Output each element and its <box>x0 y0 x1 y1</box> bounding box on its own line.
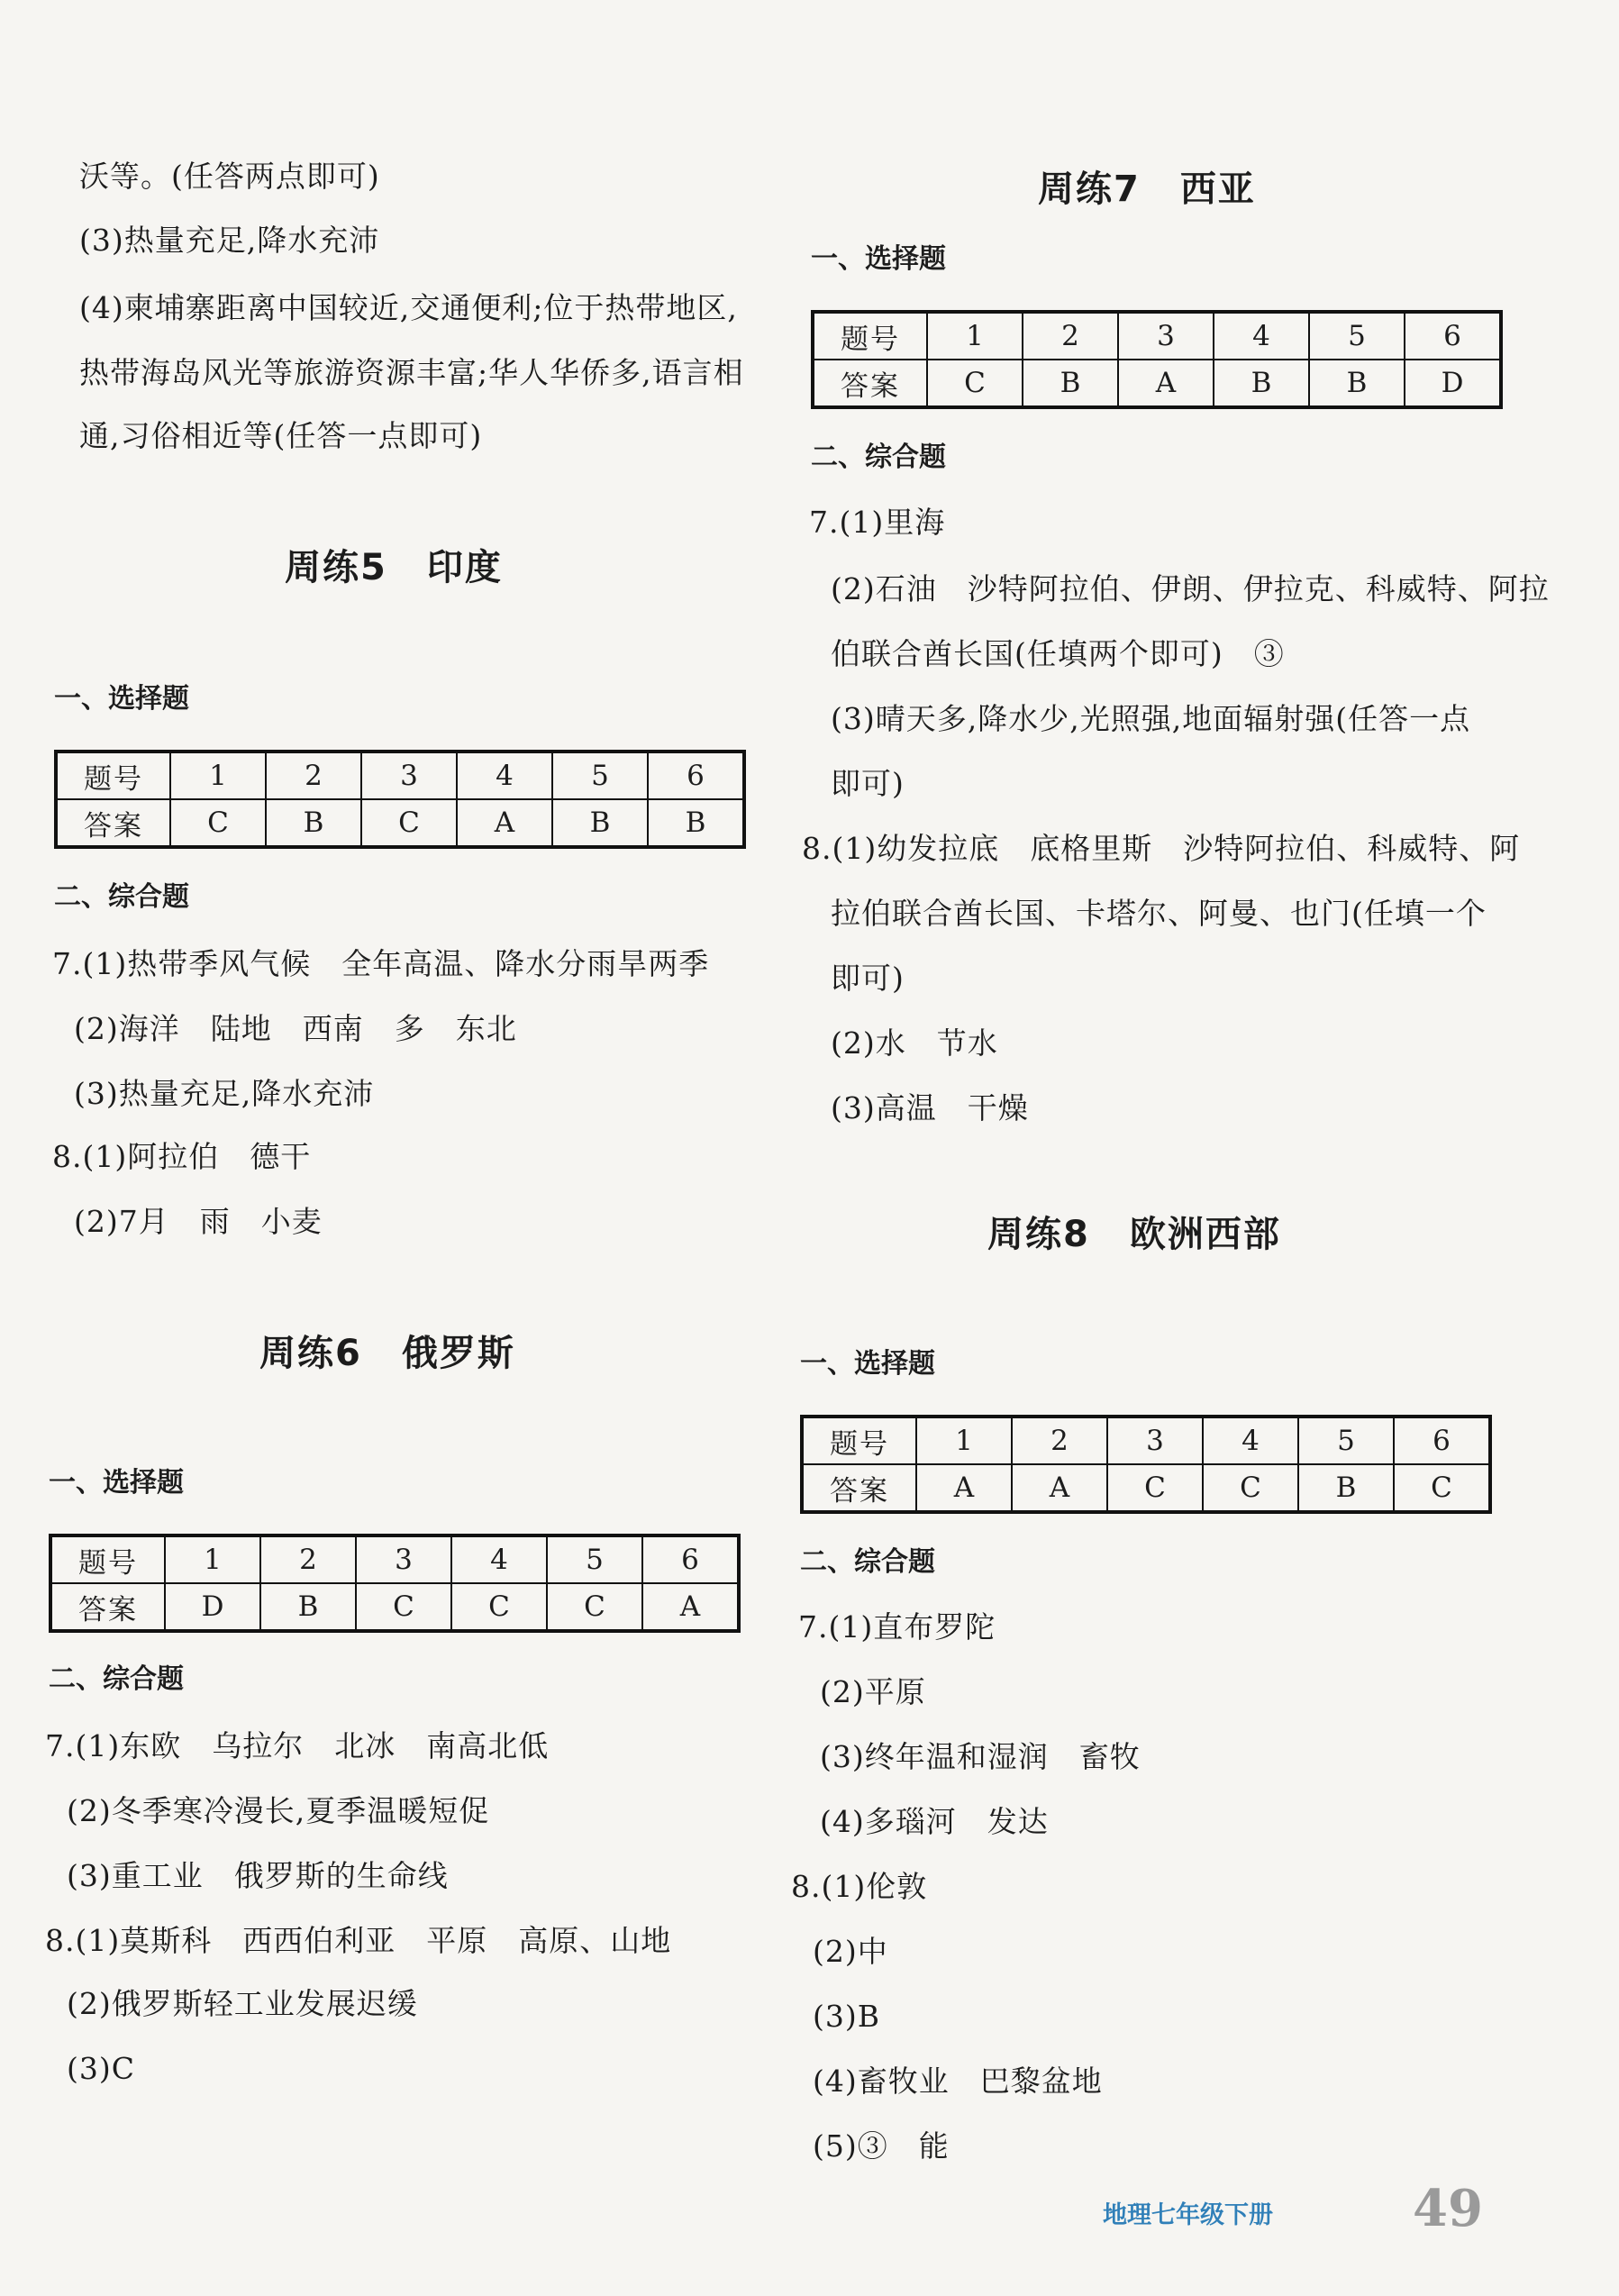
text-line: 8.(1)幼发拉底 底格里斯 沙特阿拉伯、科威特、阿 <box>802 831 1521 866</box>
section-title-name: 俄罗斯 <box>401 1333 515 1374</box>
table-cell: 4 <box>457 752 552 799</box>
text-line: 即可) <box>831 766 905 801</box>
table-cell: 1 <box>170 752 266 799</box>
table-cell: B <box>1214 360 1309 407</box>
text-line: (3)重工业 俄罗斯的生命线 <box>67 1858 449 1893</box>
table-cell: 3 <box>1107 1417 1203 1464</box>
table-cell: A <box>457 799 552 847</box>
table-cell: 3 <box>1118 312 1214 360</box>
table-cell: A <box>916 1464 1012 1512</box>
text-line: (3)C <box>67 2051 135 2086</box>
text-line: (4)多瑙河 发达 <box>820 1804 1049 1839</box>
table-cell: 4 <box>1214 312 1309 360</box>
text-line: 8.(1)阿拉伯 德干 <box>52 1139 312 1174</box>
text-line: (2)俄罗斯轻工业发展迟缓 <box>67 1986 418 2021</box>
answer-table-w7 <box>811 310 1503 409</box>
text-line: (3)终年温和湿润 畜牧 <box>820 1739 1141 1774</box>
table-cell: B <box>1309 360 1405 407</box>
table-cell: 1 <box>165 1535 260 1583</box>
table-cell: 6 <box>642 1535 739 1583</box>
table-cell: C <box>1203 1464 1298 1512</box>
text-line: (2)7月 雨 小麦 <box>74 1204 323 1239</box>
text-line: 8.(1)伦敦 <box>791 1869 928 1904</box>
table-cell: 5 <box>1309 312 1405 360</box>
table-cell: C <box>1394 1464 1490 1512</box>
section-title-w6 <box>259 1332 515 1375</box>
text-line: 热带海岛风光等旅游资源丰富;华人华侨多,语言相 <box>79 355 744 390</box>
text-line: 7.(1)热带季风气候 全年高温、降水分雨旱两季 <box>52 946 710 981</box>
table-cell: 6 <box>1394 1417 1490 1464</box>
section-title-number: 周练5 <box>285 547 387 588</box>
section-title-name: 欧洲西部 <box>1129 1214 1281 1255</box>
table-cell: C <box>361 799 457 847</box>
text-line: 8.(1)莫斯科 西西伯利亚 平原 高原、山地 <box>45 1923 672 1958</box>
table-cell: 6 <box>648 752 744 799</box>
table-header-cell: 答案 <box>813 360 927 407</box>
table-cell: 2 <box>266 752 361 799</box>
text-line: (3)高温 干燥 <box>831 1090 1029 1125</box>
section-title-name: 西亚 <box>1179 169 1256 210</box>
table-cell: C <box>1107 1464 1203 1512</box>
comp-label: 二、综合题 <box>54 881 189 913</box>
text-line: 通,习俗相近等(任答一点即可) <box>79 418 483 453</box>
text-line: 7.(1)东欧 乌拉尔 北冰 南高北低 <box>45 1728 550 1763</box>
section-title-w5 <box>285 546 503 589</box>
table-row-numbers <box>50 1535 739 1583</box>
table-cell: 2 <box>1012 1417 1107 1464</box>
text-line: (2)中 <box>813 1934 888 1969</box>
text-line: (2)石油 沙特阿拉伯、伊朗、伊拉克、科威特、阿拉 <box>831 571 1550 606</box>
text-line: (3)B <box>813 1999 880 2034</box>
footer-subject: 地理七年级下册 <box>1103 2201 1273 2229</box>
text-line: 7.(1)直布罗陀 <box>798 1609 996 1645</box>
text-line: 沃等。(任答两点即可) <box>79 159 380 194</box>
table-cell: C <box>927 360 1023 407</box>
table-header-cell: 答案 <box>802 1464 916 1512</box>
section-title-name: 印度 <box>426 547 503 588</box>
text-line: (2)水 节水 <box>831 1025 998 1061</box>
table-row-answers <box>802 1464 1490 1512</box>
table-cell: A <box>1118 360 1214 407</box>
text-line: (2)冬季寒冷漫长,夏季温暖短促 <box>67 1793 490 1828</box>
table-cell: 5 <box>547 1535 642 1583</box>
table-header-cell: 题号 <box>813 312 927 360</box>
text-line: 7.(1)里海 <box>809 505 946 540</box>
table-row-numbers <box>802 1417 1490 1464</box>
table-header-cell: 答案 <box>56 799 170 847</box>
table-cell: B <box>552 799 648 847</box>
text-line: (3)热量充足,降水充沛 <box>74 1076 375 1111</box>
section-title-w7 <box>1038 168 1256 211</box>
answer-table-w5 <box>54 750 746 849</box>
text-line: (2)海洋 陆地 西南 多 东北 <box>74 1011 517 1046</box>
table-row-numbers <box>56 752 744 799</box>
text-line: (3)晴天多,降水少,光照强,地面辐射强(任答一点 <box>831 701 1471 736</box>
text-line: (2)平原 <box>820 1674 926 1709</box>
table-cell: D <box>1405 360 1501 407</box>
table-cell: C <box>547 1583 642 1631</box>
table-cell: 2 <box>1023 312 1118 360</box>
table-cell: B <box>1023 360 1118 407</box>
mc-label: 一、选择题 <box>811 243 946 275</box>
text-line: 伯联合酋长国(任填两个即可) ③ <box>831 636 1285 671</box>
table-cell: 2 <box>260 1535 356 1583</box>
comp-label: 二、综合题 <box>800 1546 935 1578</box>
table-header-cell: 答案 <box>50 1583 165 1631</box>
table-cell: C <box>356 1583 451 1631</box>
table-cell: A <box>642 1583 739 1631</box>
section-title-w8 <box>987 1213 1281 1256</box>
section-title-number: 周练8 <box>987 1214 1090 1255</box>
table-cell: B <box>260 1583 356 1631</box>
table-cell: B <box>648 799 744 847</box>
mc-label: 一、选择题 <box>54 683 189 715</box>
answer-table-w8 <box>800 1415 1492 1514</box>
table-cell: 1 <box>927 312 1023 360</box>
section-title-number: 周练7 <box>1038 169 1141 210</box>
table-cell: 5 <box>552 752 648 799</box>
table-row-answers <box>813 360 1501 407</box>
text-line: 拉伯联合酋长国、卡塔尔、阿曼、也门(任填一个 <box>831 896 1487 931</box>
table-cell: B <box>1298 1464 1394 1512</box>
section-title-number: 周练6 <box>259 1333 362 1374</box>
table-header-cell: 题号 <box>50 1535 165 1583</box>
table-cell: B <box>266 799 361 847</box>
text-line: (3)热量充足,降水充沛 <box>79 223 380 258</box>
page-number: 49 <box>1413 2179 1483 2238</box>
table-cell: 3 <box>361 752 457 799</box>
text-line: (5)③ 能 <box>813 2128 950 2164</box>
table-row-answers <box>50 1583 739 1631</box>
table-cell: C <box>451 1583 547 1631</box>
table-header-cell: 题号 <box>56 752 170 799</box>
table-cell: 3 <box>356 1535 451 1583</box>
mc-label: 一、选择题 <box>49 1467 184 1499</box>
answer-table-w6 <box>49 1534 741 1633</box>
comp-label: 二、综合题 <box>49 1663 184 1695</box>
table-header-cell: 题号 <box>802 1417 916 1464</box>
table-cell: C <box>170 799 266 847</box>
comp-label: 二、综合题 <box>811 442 946 473</box>
text-line: 即可) <box>831 961 905 996</box>
text-line: (4)畜牧业 巴黎盆地 <box>813 2064 1103 2099</box>
table-cell: 5 <box>1298 1417 1394 1464</box>
table-cell: 6 <box>1405 312 1501 360</box>
table-cell: A <box>1012 1464 1107 1512</box>
table-row-numbers <box>813 312 1501 360</box>
table-row-answers <box>56 799 744 847</box>
table-cell: 4 <box>451 1535 547 1583</box>
table-cell: 4 <box>1203 1417 1298 1464</box>
text-line: (4)柬埔寨距离中国较近,交通便利;位于热带地区, <box>79 290 738 325</box>
mc-label: 一、选择题 <box>800 1348 935 1380</box>
table-cell: 1 <box>916 1417 1012 1464</box>
table-cell: D <box>165 1583 260 1631</box>
